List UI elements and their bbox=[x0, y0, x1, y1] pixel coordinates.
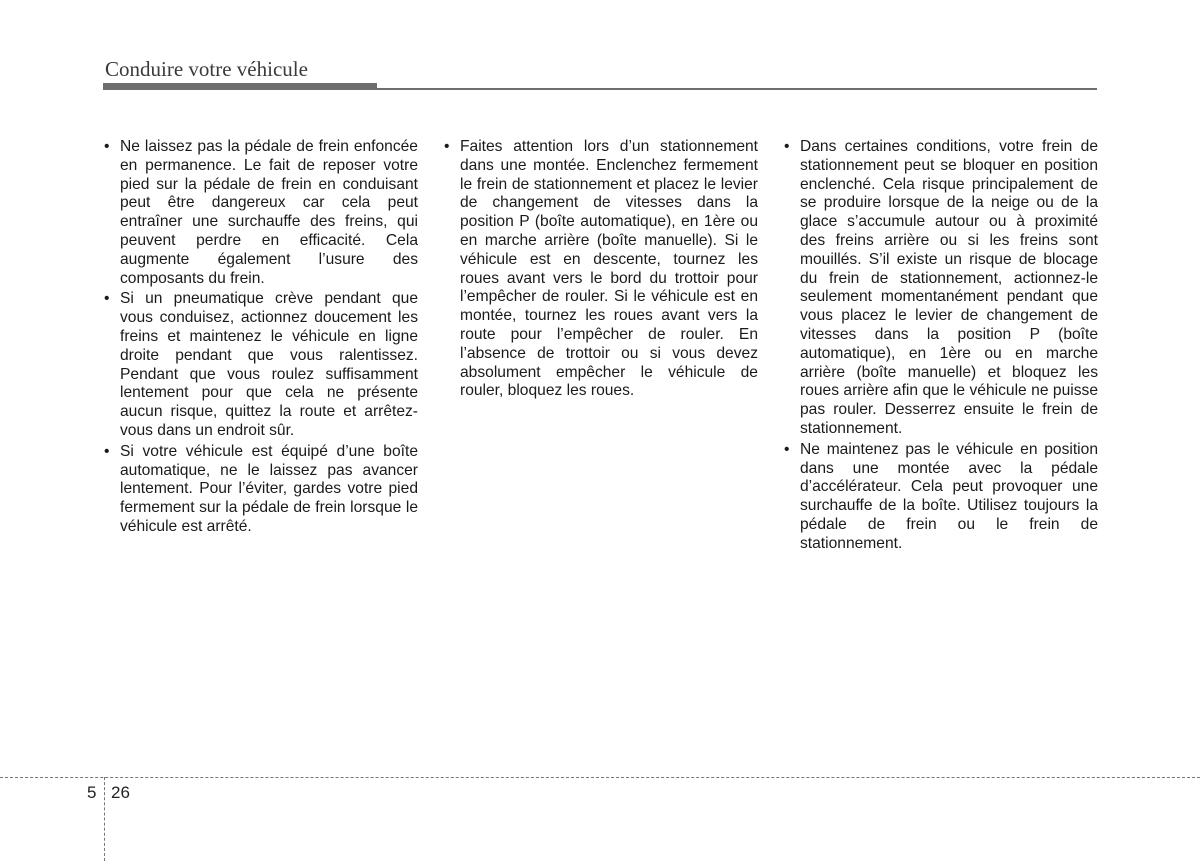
bullet-item: • Ne laissez pas la pédale de frein enfoncée en permanence. Le fait de reposer votre pied sur la pédale de frein en conduisant peut être dangereux car cela peut entraîner une surchauffe des freins, qui peuvent perdre en efficacité. Cela augmente également l’usure des composants du frein. bbox=[102, 138, 418, 288]
bullet-list bbox=[442, 138, 758, 401]
bullet-item: • Faites attention lors d’un stationnement dans une montée. Enclenchez fermement le frein de stationnement et placez le levier de changement de vitesses dans la position P (boîte automatique), en 1ère ou en marche arrière (boîte manuelle). Si le véhicule est en descente, tournez les roues avant vers le bord du trottoir pour l’empêcher de rouler. Si le véhicule est en montée, tournez les roues avant vers la route pour l’empêcher de rouler. En l’absence de trottoir ou si vous devez absolument empêcher le véhicule de rouler, bloquez les roues. bbox=[442, 138, 758, 401]
page-header-title: Conduire votre véhicule bbox=[105, 57, 308, 81]
bullet-item: • Ne maintenez pas le véhicule en position dans une montée avec la pédale d’accélérateur. Cela peut provoquer une surchauffe de la boîte. Utilisez toujours la pédale de frein ou le frein de stationnement. bbox=[782, 441, 1098, 554]
text-column-middle bbox=[442, 138, 758, 403]
page-number: 26 bbox=[111, 783, 130, 802]
bullet-item: • Dans certaines conditions, votre frein de stationnement peut se bloquer en position enclenché. Cela risque principalement de se produire lorsque de la neige ou de la glace s’accumule autour ou à proximité des freins arrière ou si les freins sont mouillés. S’il existe un risque de blocage du frein de stationnement, actionnez-le seulement momentanément pendant que vous placez le levier de changement de vitesses dans la position P (boîte automatique), en 1ère ou en marche arrière (boîte manuelle) et bloquez les roues arrière afin que le véhicule ne puisse pas rouler. Desserrez ensuite le frein de stationnement. bbox=[782, 138, 1098, 439]
chapter-number: 5 bbox=[87, 783, 97, 802]
bullet-list bbox=[102, 138, 418, 537]
text-column-right bbox=[782, 138, 1098, 556]
footer-vertical-divider bbox=[104, 777, 105, 861]
bullet-item: • Si votre véhicule est équipé d’une boîte automatique, ne le laissez pas avancer lentement. Pour l’éviter, gardes votre pied fermement sur la pédale de frein lorsque le véhicule est arrêté. bbox=[102, 443, 418, 537]
footer-divider bbox=[0, 777, 1200, 778]
text-column-left bbox=[102, 138, 418, 539]
header-rule bbox=[103, 88, 1097, 90]
bullet-item: • Si un pneumatique crève pendant que vous conduisez, actionnez doucement les freins et maintenez le véhicule en ligne droite pendant que vous ralentissez. Pendant que vous roulez suffisamment lentement pour que cela ne présente aucun risque, quittez la route et arrêtez-vous dans un endroit sûr. bbox=[102, 290, 418, 440]
bullet-list bbox=[782, 138, 1098, 554]
